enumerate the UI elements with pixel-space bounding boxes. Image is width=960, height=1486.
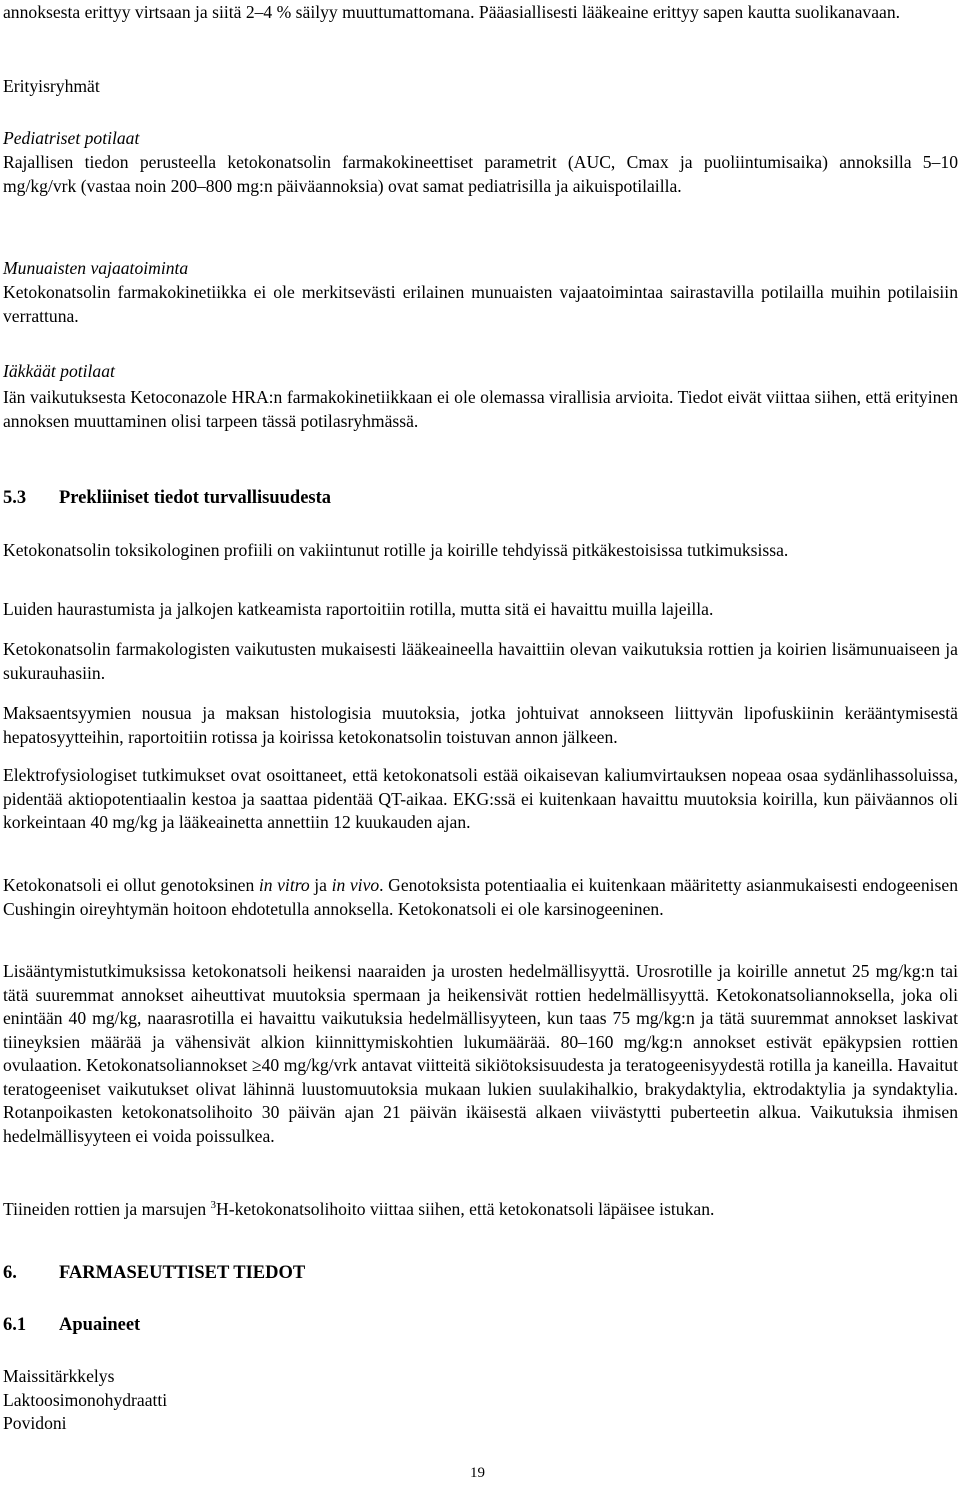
text-run: . Genotoksista potentiaalia ei kuitenkaan määritetty asianmukaisesti endogeenisen Cushingin oireyhtymän hoitoon ehdotetulla annoksella. Ketokonatsoli ei ole karsinogeeninen.: [3, 875, 958, 919]
section-number: 6.1: [3, 1315, 27, 1335]
paragraph-pediatric: Rajallisen tiedon perusteella ketokonatsolin farmakokineettiset parametrit (AUC, Cmax ja puoliintumisaika) annoksilla 5–10 mg/kg/vrk (vastaa noin 200–800 mg:n päiväannoksia) ovat samat pediatrisilla ja aikuispotilailla.: [3, 152, 958, 196]
paragraph-liver: Maksaentsyymien nousua ja maksan histologisia muutoksia, jotka johtuivat annokseen liittyvän lipofuskiinin kerääntymisestä hepatosyytteihin, raportoitiin rotissa ja koirissa ketokonatsolin toistuvan annon jälkeen.: [3, 703, 958, 747]
excipient-item: Laktoosimonohydraatti: [3, 1389, 168, 1410]
subheading-elderly: Iäkkäät potilaat: [3, 361, 115, 381]
section-heading-6: [3, 1262, 958, 1286]
paragraph-elderly: Iän vaikutuksesta Ketoconazole HRA:n farmakokinetiikkaan ei ole olemassa virallisia arvioita. Tiedot eivät viittaa siihen, että erityinen annoksen muuttaminen olisi tarpeen tässä potilasryhmässä.: [3, 387, 958, 431]
subheading-special-populations: Erityisryhmät: [3, 76, 100, 96]
paragraph-elimination: annoksesta erittyy virtsaan ja siitä 2–4 % säilyy muuttumattomana. Pääasiallisesti lääkeaine erittyy sapen kautta suolikanavaan.: [3, 2, 901, 22]
paragraph-reproduction: Lisääntymistutkimuksissa ketokonatsoli heikensi naaraiden ja urosten hedelmällisyyttä. Urosrotille ja koirille annetut 25 mg/kg:n tai tätä suuremmat annokset aiheuttivat muutoksia spermaan ja heikensivät rottien hedelmällisyyttä. Ketokonatsoliannoksella, joka oli enintään 40 mg/kg, naarasrotilla ei havaittu vaikutuksia hedelmällisyyteen, kun taas 75 mg/kg:n ja tätä suuremmat annokset laskivat tiineyksien määrää ja vähensivät alkion kiinnittymiskohtien lukumäärää. 80–160 mg/kg:n annokset estivät epäkypsien rottien ovulaation. Ketokonatsoliannokset ≥40 mg/kg/vrk antavat viitteitä sikiötoksisuudesta ja teratogeenisyydestä rotilla ja kaneilla. Havaitut teratogeeniset vaikutukset olivat lähinnä luustomuutoksia mukaan lukien suulakihalkio, brakydaktylia, ektrodaktylia ja syndaktylia. Rotanpoikasten ketokonatsolihoito 30 päivän ajan 21 päivän ikäisestä alkaen viivästytti puberteetin alkua. Vaikutuksia ihmisen hedelmällisyyteen ei voida poissulkea.: [3, 961, 958, 1146]
text-run-italic: in vivo: [331, 875, 380, 895]
text-run: ja: [309, 875, 332, 895]
page-number: 19: [470, 1465, 485, 1481]
section-title: Prekliiniset tiedot turvallisuudesta: [59, 488, 332, 508]
subheading-renal: Munuaisten vajaatoiminta: [3, 258, 189, 278]
paragraph-renal: Ketokonatsolin farmakokinetiikka ei ole merkitsevästi erilainen munuaisten vajaatoimintaa sairastavilla potilailla muihin potilaisiin verrattuna.: [3, 282, 958, 326]
paragraph-bone: Luiden haurastumista ja jalkojen katkeamista raportoitiin rotilla, mutta sitä ei havaittu muilla lajeilla.: [3, 599, 714, 619]
section-title: FARMASEUTTISET TIEDOT: [59, 1263, 306, 1283]
text-run: H-ketokonatsolihoito viittaa siihen, että ketokonatsoli läpäisee istukan.: [216, 1199, 715, 1219]
paragraph-electrophysiology: Elektrofysiologiset tutkimukset ovat osoittaneet, että ketokonatsoli estää oikaisevan kaliumvirtauksen nopeaa osaa sydänlihassoluissa, pidentää aktiopotentiaalin kestoa ja saattaa pidentää QT-aikaa. EKG:ssä ei kuitenkaan havaittu muutoksia koirilla, kun päiväannos oli korkeintaan 40 mg/kg ja lääkeainetta annettiin 12 kuukauden ajan.: [3, 765, 958, 832]
excipient-item: Maissitärkkelys: [3, 1366, 115, 1386]
section-title: Apuaineet: [59, 1315, 141, 1335]
paragraph-adrenal: Ketokonatsolin farmakologisten vaikutusten mukaisesti lääkeaineella havaittiin olevan vaikutuksia rottien ja koirien lisämunuaiseen ja sukurauhasiin.: [3, 639, 958, 683]
section-number: 5.3: [3, 488, 27, 508]
text-run-italic: in vitro: [258, 875, 310, 895]
text-run: Tiineiden rottien ja marsujen: [3, 1199, 211, 1219]
superscript: 3: [210, 1199, 217, 1211]
excipient-list: [3, 1365, 958, 1436]
excipient-item: Povidoni: [3, 1413, 67, 1433]
paragraph-placenta: [3, 1198, 958, 1222]
subheading-pediatric: Pediatriset potilaat: [3, 128, 140, 148]
paragraph-genotoxicity: [3, 874, 958, 921]
paragraph-tox-profile: Ketokonatsolin toksikologinen profiili on vakiintunut rotille ja koirille tehdyissä pitkäkestoisissa tutkimuksissa.: [3, 540, 789, 560]
section-number: 6.: [3, 1263, 17, 1283]
text-run: Ketokonatsoli ei ollut genotoksinen: [3, 875, 259, 895]
section-heading-5-3: [3, 487, 958, 511]
section-heading-6-1: [3, 1314, 958, 1338]
